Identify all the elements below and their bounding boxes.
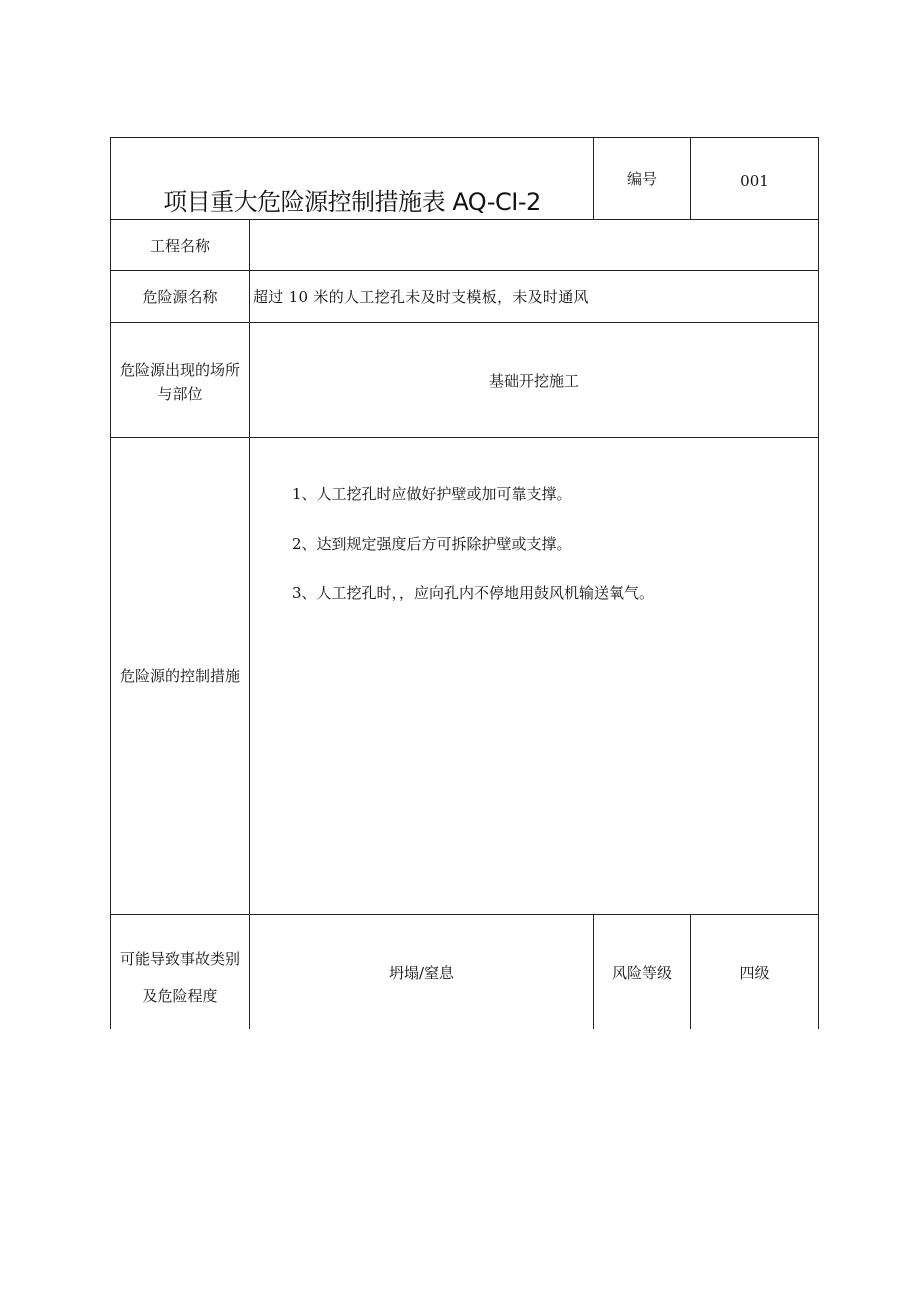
control-measure-item-3: 3、人工挖孔时，，应向孔内不停地用鼓风机输送氧气。 bbox=[292, 584, 655, 602]
table-top-border bbox=[110, 137, 819, 138]
risk-level-value: 四级 bbox=[739, 964, 770, 982]
row-divider-3 bbox=[110, 322, 819, 323]
hazard-name-label: 危险源名称 bbox=[142, 288, 218, 306]
hazard-name-value: 超过 10 米的人工挖孔未及时支模板，未及时通风 bbox=[253, 288, 589, 306]
table-right-border bbox=[818, 137, 819, 1029]
label-column-divider bbox=[249, 219, 250, 1029]
number-value: 001 bbox=[740, 172, 769, 190]
row-divider-4 bbox=[110, 437, 819, 438]
table-left-border bbox=[110, 137, 111, 1029]
row-divider-1 bbox=[110, 219, 819, 220]
control-measures-label: 危险源的控制措施 bbox=[119, 667, 240, 685]
page-title: 项目重大危险源控制措施表 AQ-CI-2 bbox=[163, 188, 541, 216]
location-label-line2: 与部位 bbox=[157, 385, 203, 403]
number-label: 编号 bbox=[626, 170, 657, 188]
location-label-line1: 危险源出现的场所 bbox=[119, 361, 240, 379]
accident-label-line1: 可能导致事故类别 bbox=[119, 950, 240, 968]
location-value: 基础开挖施工 bbox=[488, 372, 579, 390]
accident-value: 坍塌/窒息 bbox=[388, 964, 455, 982]
control-measure-item-2: 2、达到规定强度后方可拆除护壁或支撑。 bbox=[292, 535, 572, 553]
project-name-label: 工程名称 bbox=[149, 237, 210, 255]
risk-level-label: 风险等级 bbox=[611, 964, 672, 982]
accident-label-line2: 及危险程度 bbox=[142, 987, 218, 1005]
row-divider-5 bbox=[110, 914, 819, 915]
row-divider-2 bbox=[110, 270, 819, 271]
control-measure-item-1: 1、人工挖孔时应做好护壁或加可靠支撑。 bbox=[292, 485, 572, 503]
